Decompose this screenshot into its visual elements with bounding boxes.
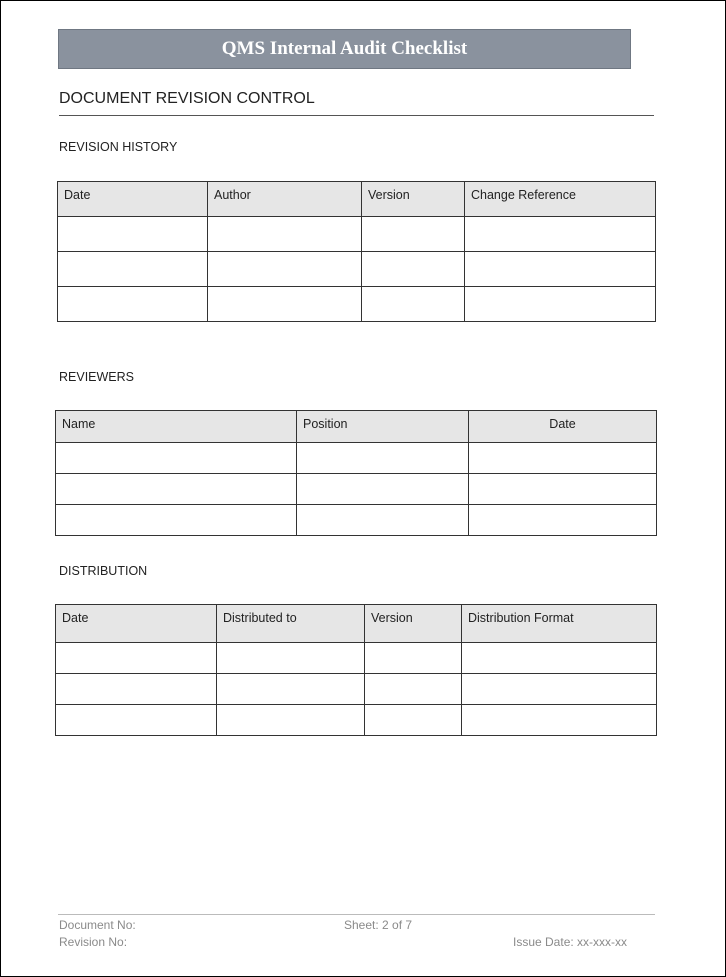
table-row	[56, 674, 657, 705]
table-cell[interactable]	[56, 505, 297, 536]
table-cell[interactable]	[469, 505, 657, 536]
table-header-row	[58, 182, 656, 217]
table-cell[interactable]	[462, 643, 657, 674]
table-cell[interactable]	[56, 474, 297, 505]
column-header: Author	[208, 182, 362, 217]
table-cell[interactable]	[462, 674, 657, 705]
document-title: QMS Internal Audit Checklist	[221, 38, 468, 59]
table-cell[interactable]	[297, 505, 469, 536]
table-cell[interactable]	[208, 217, 362, 252]
table-cell[interactable]	[465, 287, 656, 322]
footer-divider	[58, 914, 655, 915]
table-cell[interactable]	[56, 674, 217, 705]
column-header: Version	[365, 605, 462, 643]
column-header: Version	[362, 182, 465, 217]
table-cell[interactable]	[58, 217, 208, 252]
table-row	[58, 217, 656, 252]
column-header: Date	[58, 182, 208, 217]
table-cell[interactable]	[465, 252, 656, 287]
revision-history-label: REVISION HISTORY	[59, 140, 178, 154]
table-row	[58, 252, 656, 287]
reviewers-table	[55, 410, 657, 536]
table-row	[56, 643, 657, 674]
distribution-label: DISTRIBUTION	[59, 564, 148, 578]
table-cell[interactable]	[465, 217, 656, 252]
table-cell[interactable]	[56, 643, 217, 674]
table-cell[interactable]	[365, 643, 462, 674]
heading-divider	[59, 115, 654, 116]
table-row	[56, 474, 657, 505]
column-header: Distribution Format	[462, 605, 657, 643]
table-header-row	[56, 411, 657, 443]
document-number: Document No:	[59, 918, 136, 932]
table-cell[interactable]	[56, 443, 297, 474]
revision-history-table	[57, 181, 656, 322]
table-cell[interactable]	[56, 705, 217, 736]
table-cell[interactable]	[365, 674, 462, 705]
title-banner	[58, 29, 631, 69]
table-cell[interactable]	[58, 252, 208, 287]
table-cell[interactable]	[58, 287, 208, 322]
column-header: Distributed to	[217, 605, 365, 643]
table-cell[interactable]	[462, 705, 657, 736]
table-cell[interactable]	[362, 287, 465, 322]
table-cell[interactable]	[362, 217, 465, 252]
revision-number: Revision No:	[59, 935, 128, 949]
table-row	[56, 705, 657, 736]
table-row	[56, 443, 657, 474]
table-cell[interactable]	[297, 474, 469, 505]
table-cell[interactable]	[208, 287, 362, 322]
table-header-row	[56, 605, 657, 643]
table-cell[interactable]	[365, 705, 462, 736]
table-cell[interactable]	[217, 643, 365, 674]
column-header: Date	[56, 605, 217, 643]
table-cell[interactable]	[469, 474, 657, 505]
table-row	[58, 287, 656, 322]
column-header: Change Reference	[465, 182, 656, 217]
sheet-number: Sheet: 2 of 7	[344, 918, 413, 932]
issue-date: Issue Date: xx-xxx-xx	[513, 935, 628, 949]
table-cell[interactable]	[208, 252, 362, 287]
table-row	[56, 505, 657, 536]
column-header: Date	[469, 411, 657, 443]
column-header: Position	[297, 411, 469, 443]
column-header: Name	[56, 411, 297, 443]
reviewers-label: REVIEWERS	[59, 370, 135, 384]
distribution-table	[55, 604, 657, 736]
table-cell[interactable]	[297, 443, 469, 474]
table-cell[interactable]	[469, 443, 657, 474]
table-cell[interactable]	[217, 674, 365, 705]
table-cell[interactable]	[217, 705, 365, 736]
section-heading: DOCUMENT REVISION CONTROL	[59, 90, 315, 107]
table-cell[interactable]	[362, 252, 465, 287]
